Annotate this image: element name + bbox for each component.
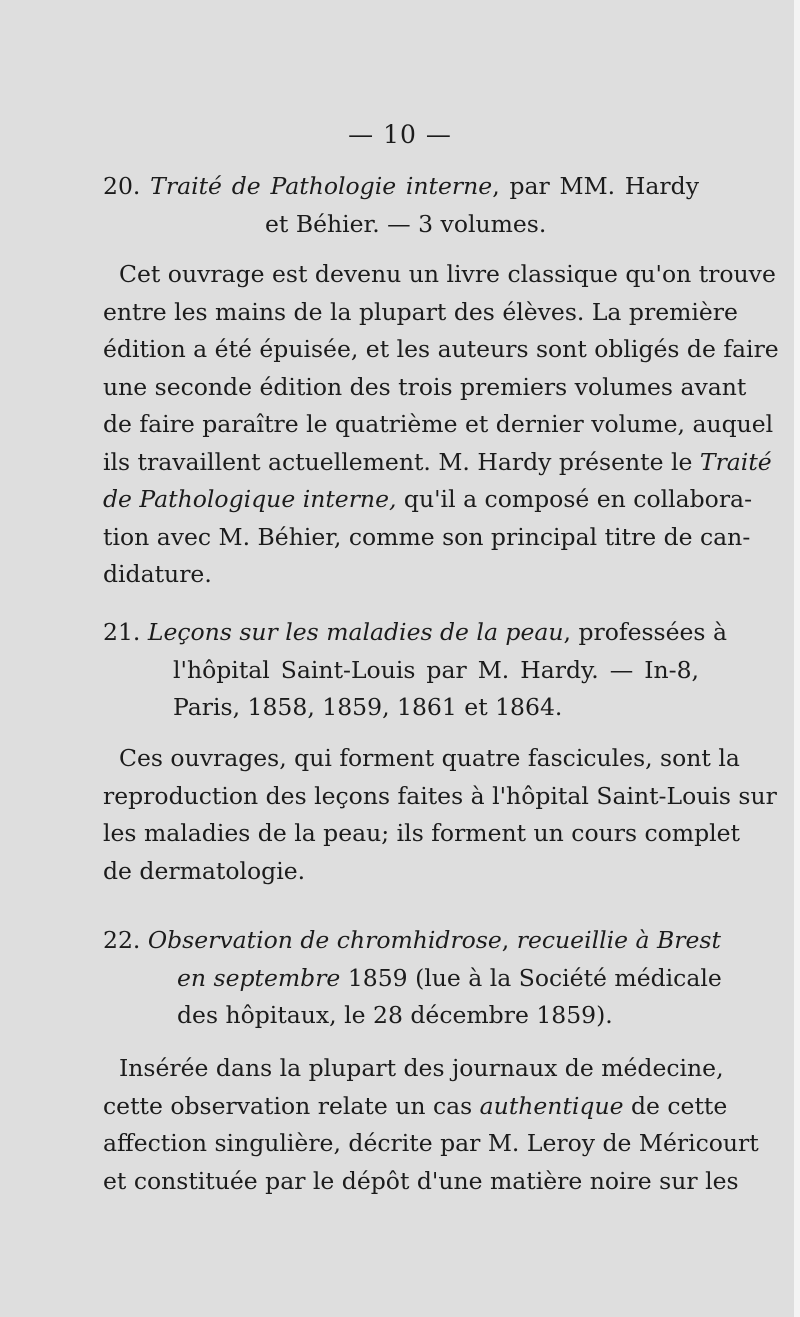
entry-20-title: Traité de Pathologie interne bbox=[150, 172, 493, 200]
entry-20-heading bbox=[103, 168, 699, 243]
entry-20-heading-line2: et Béhier. — 3 volumes. bbox=[265, 209, 547, 238]
entry-22-heading-line3: des hôpitaux, le 28 décembre 1859). bbox=[177, 1001, 613, 1029]
italic-title: de Pathologique interne, bbox=[103, 485, 397, 513]
entry-21-heading-line3: Paris, 1858, 1859, 1861 et 1864. bbox=[173, 693, 563, 721]
entry-21-rest: , professées à bbox=[563, 618, 727, 646]
entry-21-description bbox=[103, 740, 777, 890]
paragraph-line: une seconde édition des trois premiers volumes avant bbox=[103, 372, 747, 401]
entry-21-heading-line1 bbox=[103, 614, 727, 652]
paragraph-line: didature. bbox=[103, 560, 212, 588]
italic-word: authentique bbox=[479, 1091, 624, 1120]
entry-22-date-italic: en septembre bbox=[177, 963, 341, 992]
paragraph-line-text: qu'il a composé en collabora- bbox=[396, 485, 753, 513]
paragraph-line: reproduction des leçons faites à l'hôpital Saint-Louis sur bbox=[103, 781, 777, 810]
paragraph-line: Ces ouvrages, qui forment quatre fascicules, sont la bbox=[119, 744, 740, 772]
entry-22-number: 22. bbox=[103, 926, 141, 954]
entry-22-heading-line2 bbox=[103, 960, 722, 998]
paragraph-line: entre les mains de la plupart des élèves. La première bbox=[103, 297, 738, 326]
paragraph-line: les maladies de la peau; ils forment un cours complet bbox=[103, 819, 741, 847]
page-number: — 10 — bbox=[348, 120, 452, 149]
italic-title: Traité bbox=[699, 447, 772, 476]
page-edge bbox=[794, 0, 800, 1317]
paragraph-line-text: cette observation relate un cas bbox=[103, 1091, 473, 1120]
entry-22-heading-line1 bbox=[103, 922, 721, 960]
paragraph-line bbox=[103, 481, 753, 519]
entry-20-description bbox=[103, 256, 779, 594]
entry-21-title: Leçons sur les maladies de la peau bbox=[147, 618, 564, 646]
paragraph-line: affection singulière, décrite par M. Leroy de Méricourt bbox=[103, 1129, 759, 1157]
entry-22-title-part2: recueillie à Brest bbox=[516, 926, 721, 954]
entry-22-title: Observation de chromhidrose bbox=[147, 926, 502, 954]
entry-21-heading bbox=[103, 614, 727, 727]
paragraph-line-text: ils travaillent actuellement. M. Hardy présente le bbox=[103, 447, 693, 476]
paragraph-line: et constituée par le dépôt d'une matière noire sur les bbox=[103, 1166, 739, 1195]
paragraph-line: de dermatologie. bbox=[103, 856, 306, 885]
entry-21-heading-line2: l'hôpital Saint-Louis par M. Hardy. — In-8, bbox=[173, 655, 699, 684]
paragraph-line: de faire paraître le quatrième et dernier volume, auquel bbox=[103, 410, 774, 438]
paragraph-line: Cet ouvrage est devenu un livre classique qu'on trouve bbox=[119, 260, 776, 288]
paragraph-line bbox=[103, 1088, 728, 1126]
entry-21-number: 21. bbox=[103, 618, 141, 646]
paragraph-line-text: de cette bbox=[623, 1091, 728, 1120]
entry-20-heading-line1 bbox=[103, 168, 699, 206]
entry-20-authors: , par MM. Hardy bbox=[492, 172, 699, 200]
paragraph-line: édition a été épuisée, et les auteurs sont obligés de faire bbox=[103, 335, 779, 363]
paragraph-line bbox=[103, 444, 772, 482]
paragraph-line: Insérée dans la plupart des journaux de médecine, bbox=[119, 1054, 724, 1082]
entry-20-number: 20. bbox=[103, 172, 141, 200]
entry-22-description bbox=[103, 1050, 759, 1200]
entry-22-heading bbox=[103, 922, 722, 1035]
paragraph-line: tion avec M. Béhier, comme son principal titre de can- bbox=[103, 522, 751, 551]
entry-22-line2-rest: 1859 (lue à la Société médicale bbox=[340, 963, 722, 992]
entry-22-sep: , bbox=[501, 926, 517, 954]
